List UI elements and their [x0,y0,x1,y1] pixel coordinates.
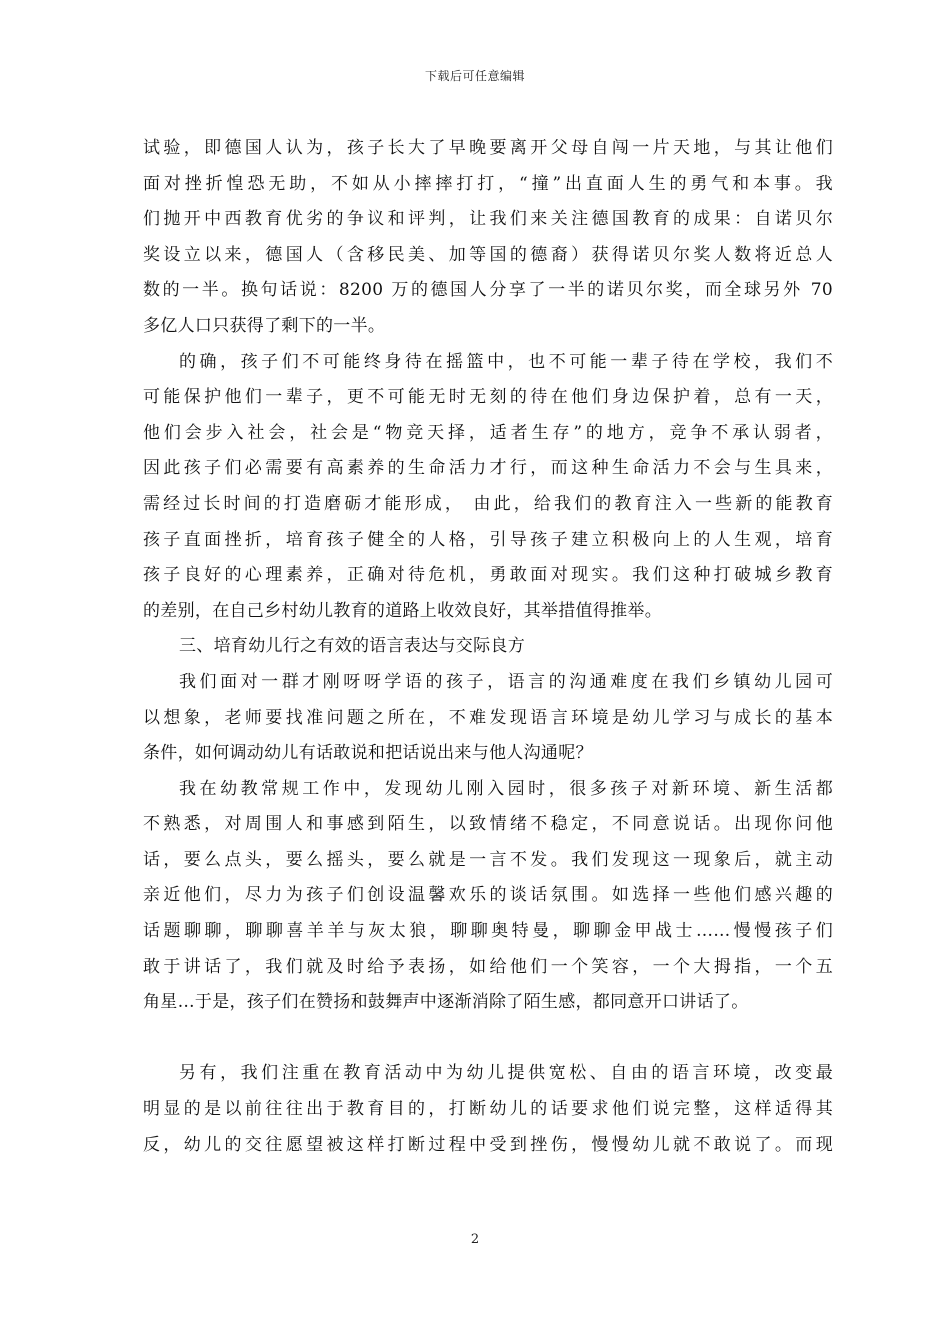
paragraph [143,345,833,630]
paragraph-continuation [143,131,833,345]
text-line: 另有，我们注重在教育活动中为幼儿提供宽松、自由的语言环境，改变最 [179,1063,833,1084]
text-line: 的差别，在自己乡村幼儿教育的道路上收效良好，其举措值得推举。 [143,600,662,621]
text-line: 他们会步入社会，社会是“物竞天择，适者生存”的地方，竞争不承认弱者， [143,422,833,443]
text-line: 明显的是以前往往出于教育目的，打断幼儿的话要求他们说完整，这样适得其 [143,1099,833,1120]
text-line: 话题聊聊，聊聊喜羊羊与灰太狼，聊聊奥特曼，聊聊金甲战士……慢慢孩子们 [143,921,833,942]
text-line: 的确，孩子们不可能终身待在摇篮中，也不可能一辈子待在学校，我们不 [179,351,833,372]
text-line: 孩子直面挫折，培育孩子健全的人格，引导孩子建立积极向上的人生观，培育 [143,529,833,550]
text-line: 条件，如何调动幼儿有话敢说和把话说出来与他人沟通呢？ [143,743,593,764]
paragraph [143,665,833,772]
paragraph [143,1056,833,1163]
text-line: 面对挫折惶恐无助，不如从小摔摔打打，“撞”出直面人生的勇气和本事。我 [143,173,833,194]
section-heading-text: 三、培育幼儿行之有效的语言表达与交际良方 [179,636,525,657]
text-line: 反，幼儿的交往愿望被这样打断过程中受到挫伤，慢慢幼儿就不敢说了。而现 [143,1134,833,1155]
text-line: 因此孩子们必需要有高素养的生命活力才行，而这种生命活力不会与生具来， [143,458,833,479]
text-line: 以想象，老师要找准问题之所在，不难发现语言环境是幼儿学习与成长的基本 [143,707,833,728]
page-header: 下载后可任意编辑 [424,69,525,83]
page-number: 2 [470,1232,480,1247]
text-line: 不熟悉，对周围人和事感到陌生，以致情绪不稳定，不同意说话。出现你问他 [143,814,833,835]
body-text [143,131,833,1163]
text-line: 们抛开中西教育优劣的争议和评判，让我们来关注德国教育的成果：自诺贝尔 [143,209,833,230]
text-line: 孩子良好的心理素养，正确对待危机，勇敢面对现实。我们这种打破城乡教育 [143,565,833,586]
text-line: 可能保护他们一辈子，更不可能无时无刻的待在他们身边保护着，总有一天， [143,387,833,408]
section-heading [143,629,833,665]
text-line: 我们面对一群才刚呀呀学语的孩子，语言的沟通难度在我们乡镇幼儿园可 [179,671,833,692]
text-line: 话，要么点头，要么摇头，要么就是一言不发。我们发现这一现象后，就主动 [143,849,833,870]
text-line: 敢于讲话了，我们就及时给予表扬，如给他们一个笑容，一个大拇指，一个五 [143,956,833,977]
paragraph [143,772,833,1021]
text-line: 需经过长时间的打造磨砺才能形成， 由此，给我们的教育注入一些新的能教育 [143,493,833,514]
text-line: 试验，即德国人认为，孩子长大了早晚要离开父母自闯一片天地，与其让他们 [143,138,833,158]
text-line: 亲近他们，尽力为孩子们创设温馨欢乐的谈话氛围。如选择一些他们感兴趣的 [143,885,833,906]
text-line: 我在幼教常规工作中，发现幼儿刚入园时，很多孩子对新环境、新生活都 [179,778,833,799]
text-line: 奖设立以来，德国人（含移民美、加等国的德裔）获得诺贝尔奖人数将近总人 [143,244,833,265]
text-line: 数的一半。换句话说：8200 万的德国人分享了一半的诺贝尔奖，而全球另外 70 [143,280,833,301]
paragraph-gap [143,1021,833,1057]
text-line: 多亿人口只获得了剩下的一半。 [143,315,386,336]
text-line: 角星…于是，孩子们在赞扬和鼓舞声中逐渐消除了陌生感，都同意开口讲话了。 [143,992,749,1013]
